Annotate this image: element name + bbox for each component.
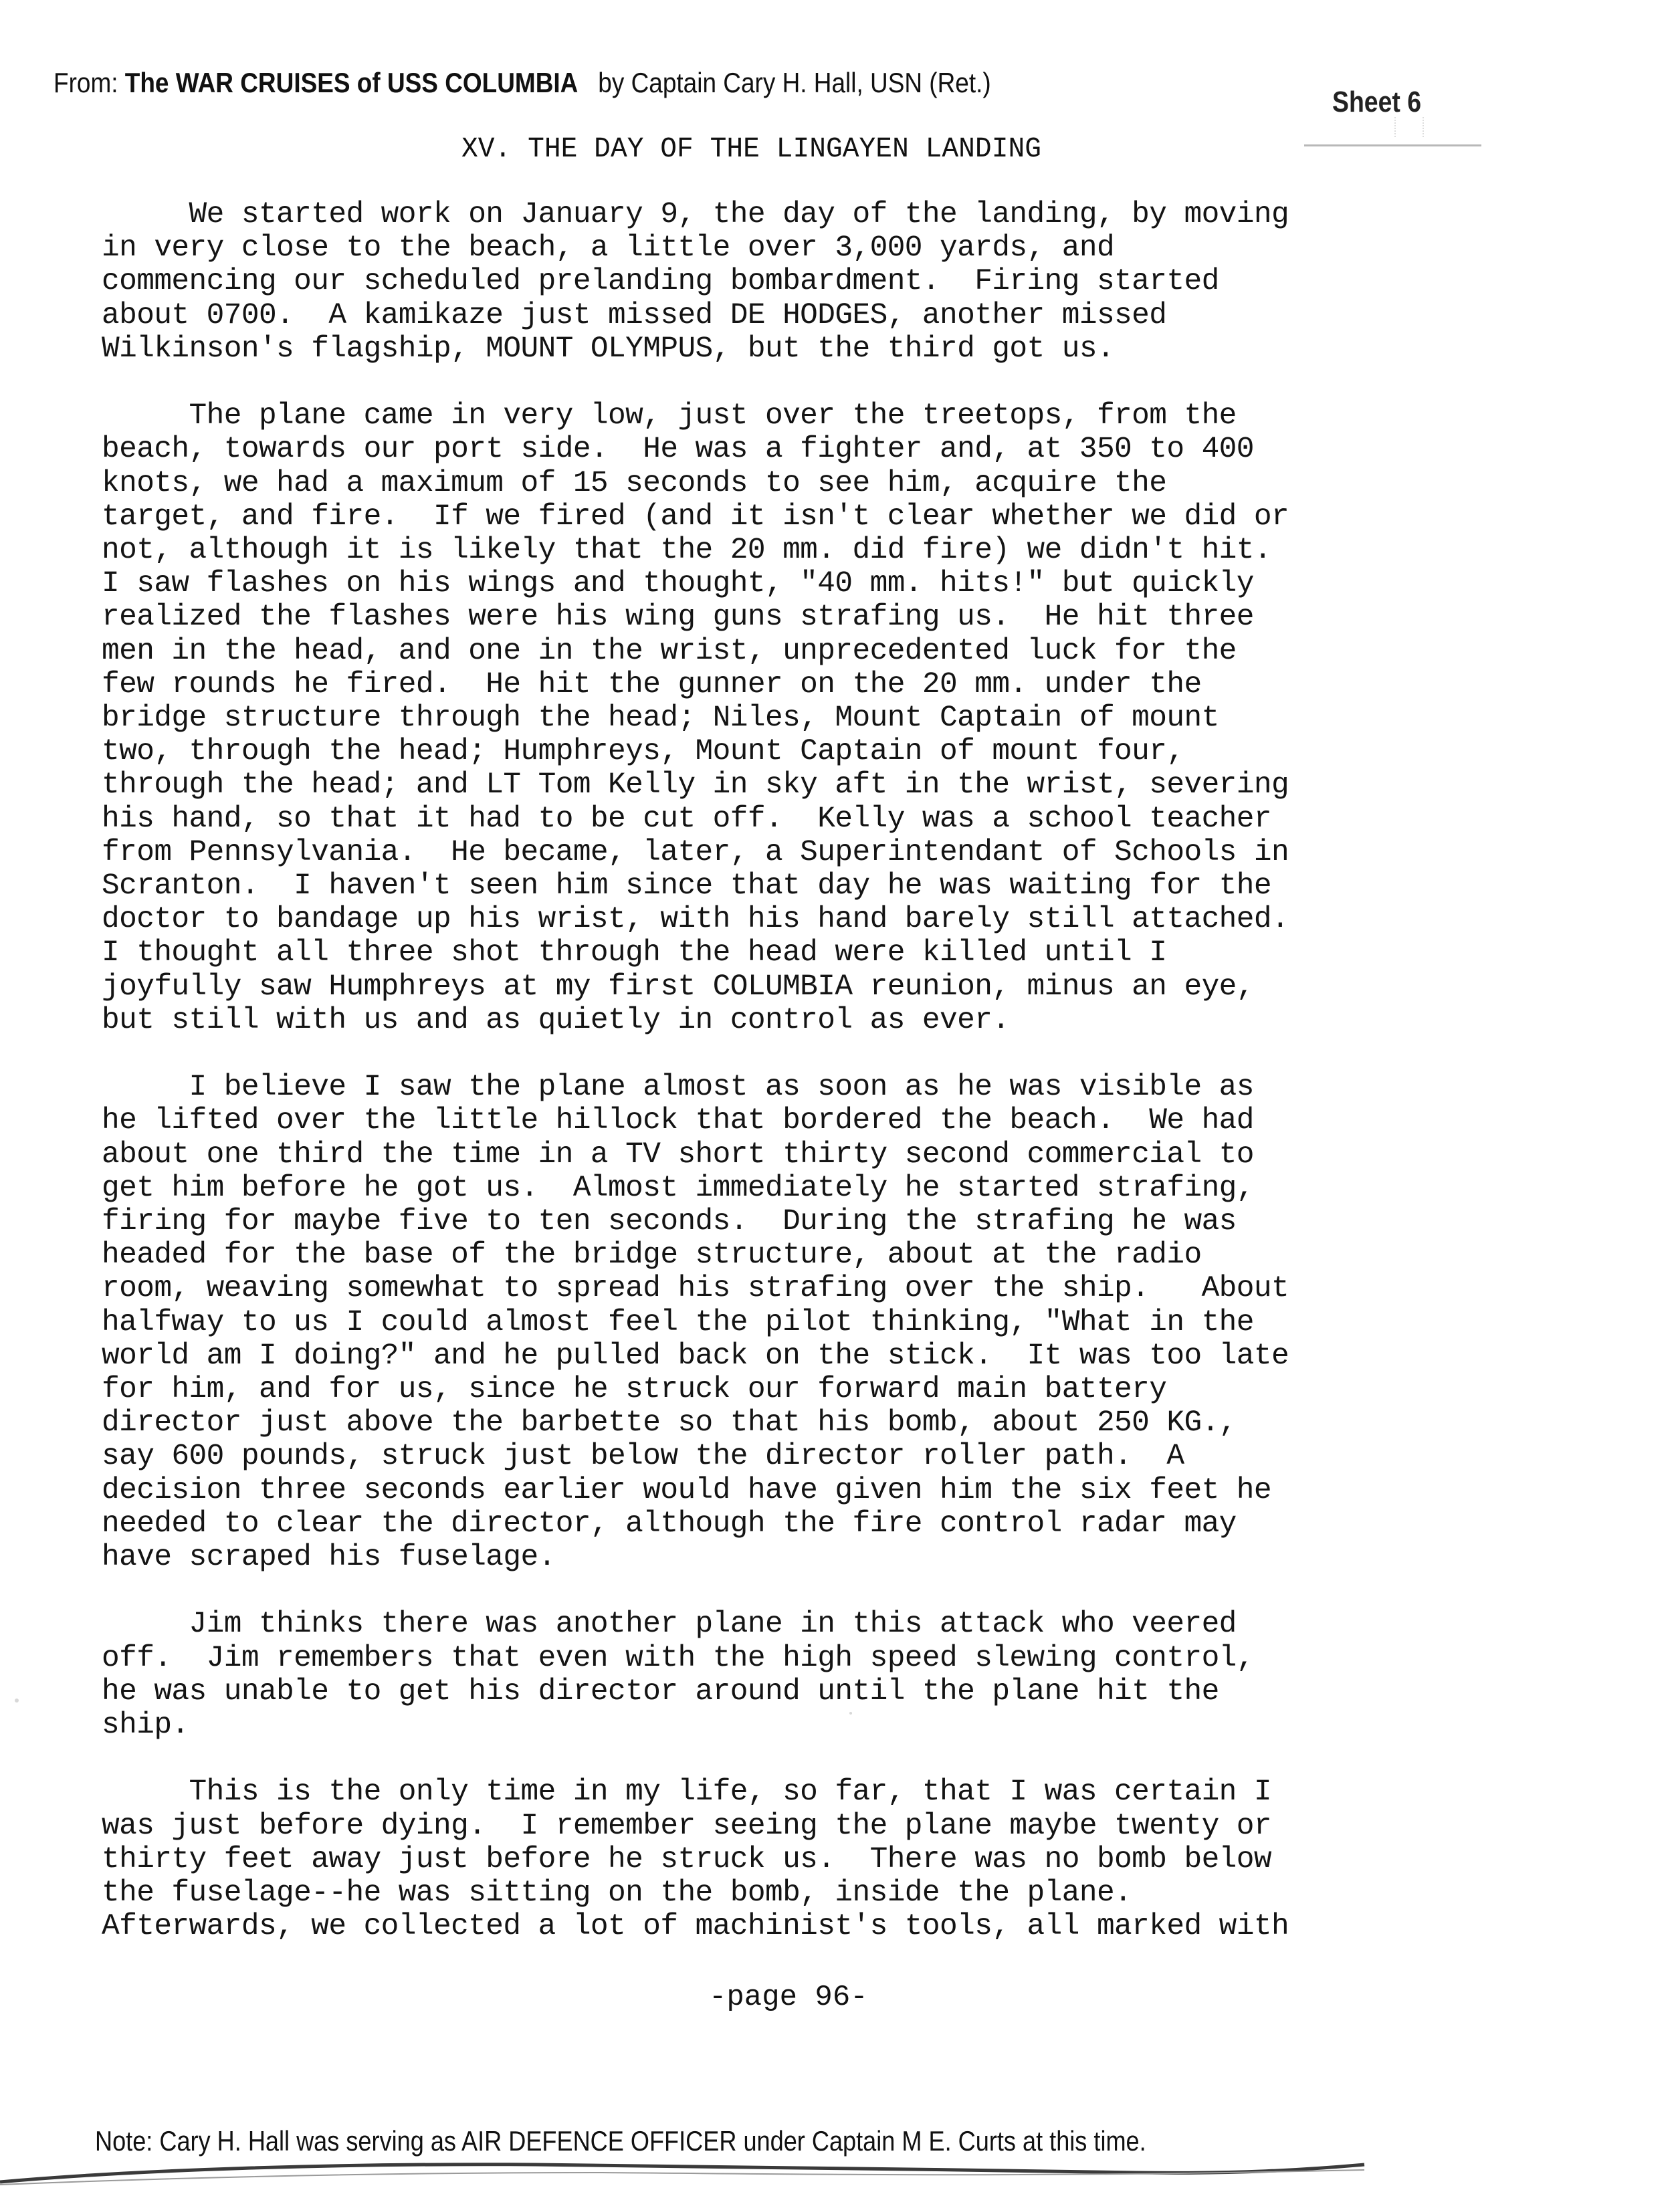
text-line: in very close to the beach, a little over 3,000 yards, and [102, 231, 1115, 265]
text-line: decision three seconds earlier would have given him the six feet he [102, 1473, 1271, 1507]
from-label: From: [54, 67, 125, 98]
text-line: two, through the head; Humphreys, Mount Captain of mount four, [102, 735, 1184, 769]
torn-paper-edge [0, 2150, 1378, 2190]
page-number: -page 96- [709, 1981, 868, 2014]
text-line: bridge structure through the head; Niles, Mount Captain of mount [102, 701, 1219, 736]
text-line: men in the head, and one in the wrist, unprecedented luck for the [102, 634, 1237, 668]
text-line: director just above the barbette so that his bomb, about 250 KG., [102, 1406, 1237, 1440]
text-line: Wilkinson's flagship, MOUNT OLYMPUS, but the third got us. [102, 332, 1115, 366]
text-line: have scraped his fuselage. [102, 1541, 556, 1575]
text-line: his hand, so that it had to be cut off. Kelly was a school teacher [102, 802, 1271, 836]
paragraph-2 [102, 399, 1540, 1037]
text-line: from Pennsylvania. He became, later, a Superintendant of Schools in [102, 835, 1289, 869]
source-citation [54, 67, 991, 99]
text-line: I thought all three shot through the head were killed until I [102, 936, 1167, 970]
text-line: joyfully saw Humphreys at my first COLUMBIA reunion, minus an eye, [102, 970, 1254, 1004]
text-line: he was unable to get his director around until the plane hit the [102, 1674, 1219, 1709]
text-line: about one third the time in a TV short thirty second commercial to [102, 1137, 1254, 1172]
scan-speck [849, 1712, 852, 1715]
text-line: realized the flashes were his wing guns strafing us. He hit three [102, 600, 1254, 635]
text-line: not, although it is likely that the 20 mm. did fire) we didn't hit. [102, 534, 1271, 568]
text-line: the fuselage--he was sitting on the bomb, inside the plane. [102, 1876, 1132, 1910]
text-line: but still with us and as quietly in control as ever. [102, 1003, 1010, 1037]
text-line: halfway to us I could almost feel the pilot thinking, "What in the [102, 1305, 1254, 1339]
text-line: I saw flashes on his wings and thought, "40 mm. hits!" but quickly [102, 567, 1254, 601]
text-line: ship. [102, 1709, 189, 1743]
sheet-label: Sheet 6 [1332, 86, 1422, 118]
text-line: was just before dying. I remember seeing the plane maybe twenty or [102, 1809, 1271, 1843]
text-line: few rounds he fired. He hit the gunner on the 20 mm. under the [102, 667, 1202, 701]
text-line: needed to clear the director, although the fire control radar may [102, 1507, 1237, 1541]
text-line: for him, and for us, since he struck our forward main battery [102, 1373, 1167, 1407]
text-line: The plane came in very low, just over the treetops, from the [102, 399, 1237, 433]
text-line: I believe I saw the plane almost as soon as he was visible as [102, 1071, 1254, 1105]
text-line: say 600 pounds, struck just below the director roller path. A [102, 1440, 1184, 1474]
text-line: about 0700. A kamikaze just missed DE HODGES, another missed [102, 298, 1167, 332]
text-line: We started work on January 9, the day of the landing, by moving [102, 198, 1289, 231]
text-line: knots, we had a maximum of 15 seconds to see him, acquire the [102, 466, 1167, 500]
scan-speck [15, 1699, 19, 1703]
text-line: target, and fire. If we fired (and it isn't clear whether we did or [102, 500, 1289, 534]
text-line: headed for the base of the bridge structure, about at the radio [102, 1238, 1202, 1273]
author-credit: by Captain Cary H. Hall, USN (Ret.) [598, 67, 991, 98]
chapter-title: XV. THE DAY OF THE LINGAYEN LANDING [461, 132, 1042, 165]
paragraph-1 [102, 198, 1540, 366]
paragraph-5 [102, 1775, 1540, 1943]
text-line: Jim thinks there was another plane in this attack who veered [102, 1608, 1237, 1642]
text-line: room, weaving somewhat to spread his strafing over the ship. About [102, 1272, 1289, 1306]
body-text [102, 198, 1540, 1977]
book-title: The WAR CRUISES of USS COLUMBIA [124, 67, 579, 98]
text-line: off. Jim remembers that even with the high speed slewing control, [102, 1641, 1254, 1675]
text-line: world am I doing?" and he pulled back on the stick. It was too late [102, 1339, 1289, 1373]
text-line: doctor to bandage up his wrist, with his hand barely still attached. [102, 903, 1289, 937]
text-line: get him before he got us. Almost immediately he started strafing, [102, 1171, 1254, 1205]
text-line: through the head; and LT Tom Kelly in sky aft in the wrist, severing [102, 768, 1289, 802]
text-line: firing for maybe five to ten seconds. During the strafing he was [102, 1205, 1237, 1239]
text-line: Afterwards, we collected a lot of machinist's tools, all marked with [102, 1910, 1289, 1944]
paragraph-3 [102, 1071, 1540, 1574]
sheet-underline [1304, 144, 1481, 146]
text-line: thirty feet away just before he struck us. There was no bomb below [102, 1842, 1271, 1876]
paragraph-4 [102, 1608, 1540, 1742]
text-line: he lifted over the little hillock that bordered the beach. We had [102, 1104, 1254, 1138]
footnote: Note: Cary H. Hall was serving as AIR DEFENCE OFFICER under Captain M E. Curts at this time. [95, 2125, 1146, 2157]
text-line: beach, towards our port side. He was a fighter and, at 350 to 400 [102, 433, 1254, 467]
text-line: This is the only time in my life, so far, that I was certain I [102, 1775, 1271, 1810]
text-line: commencing our scheduled prelanding bombardment. Firing started [102, 265, 1219, 299]
text-line: Scranton. I haven't seen him since that day he was waiting for the [102, 869, 1271, 903]
faint-stamp-mark [1394, 117, 1424, 137]
